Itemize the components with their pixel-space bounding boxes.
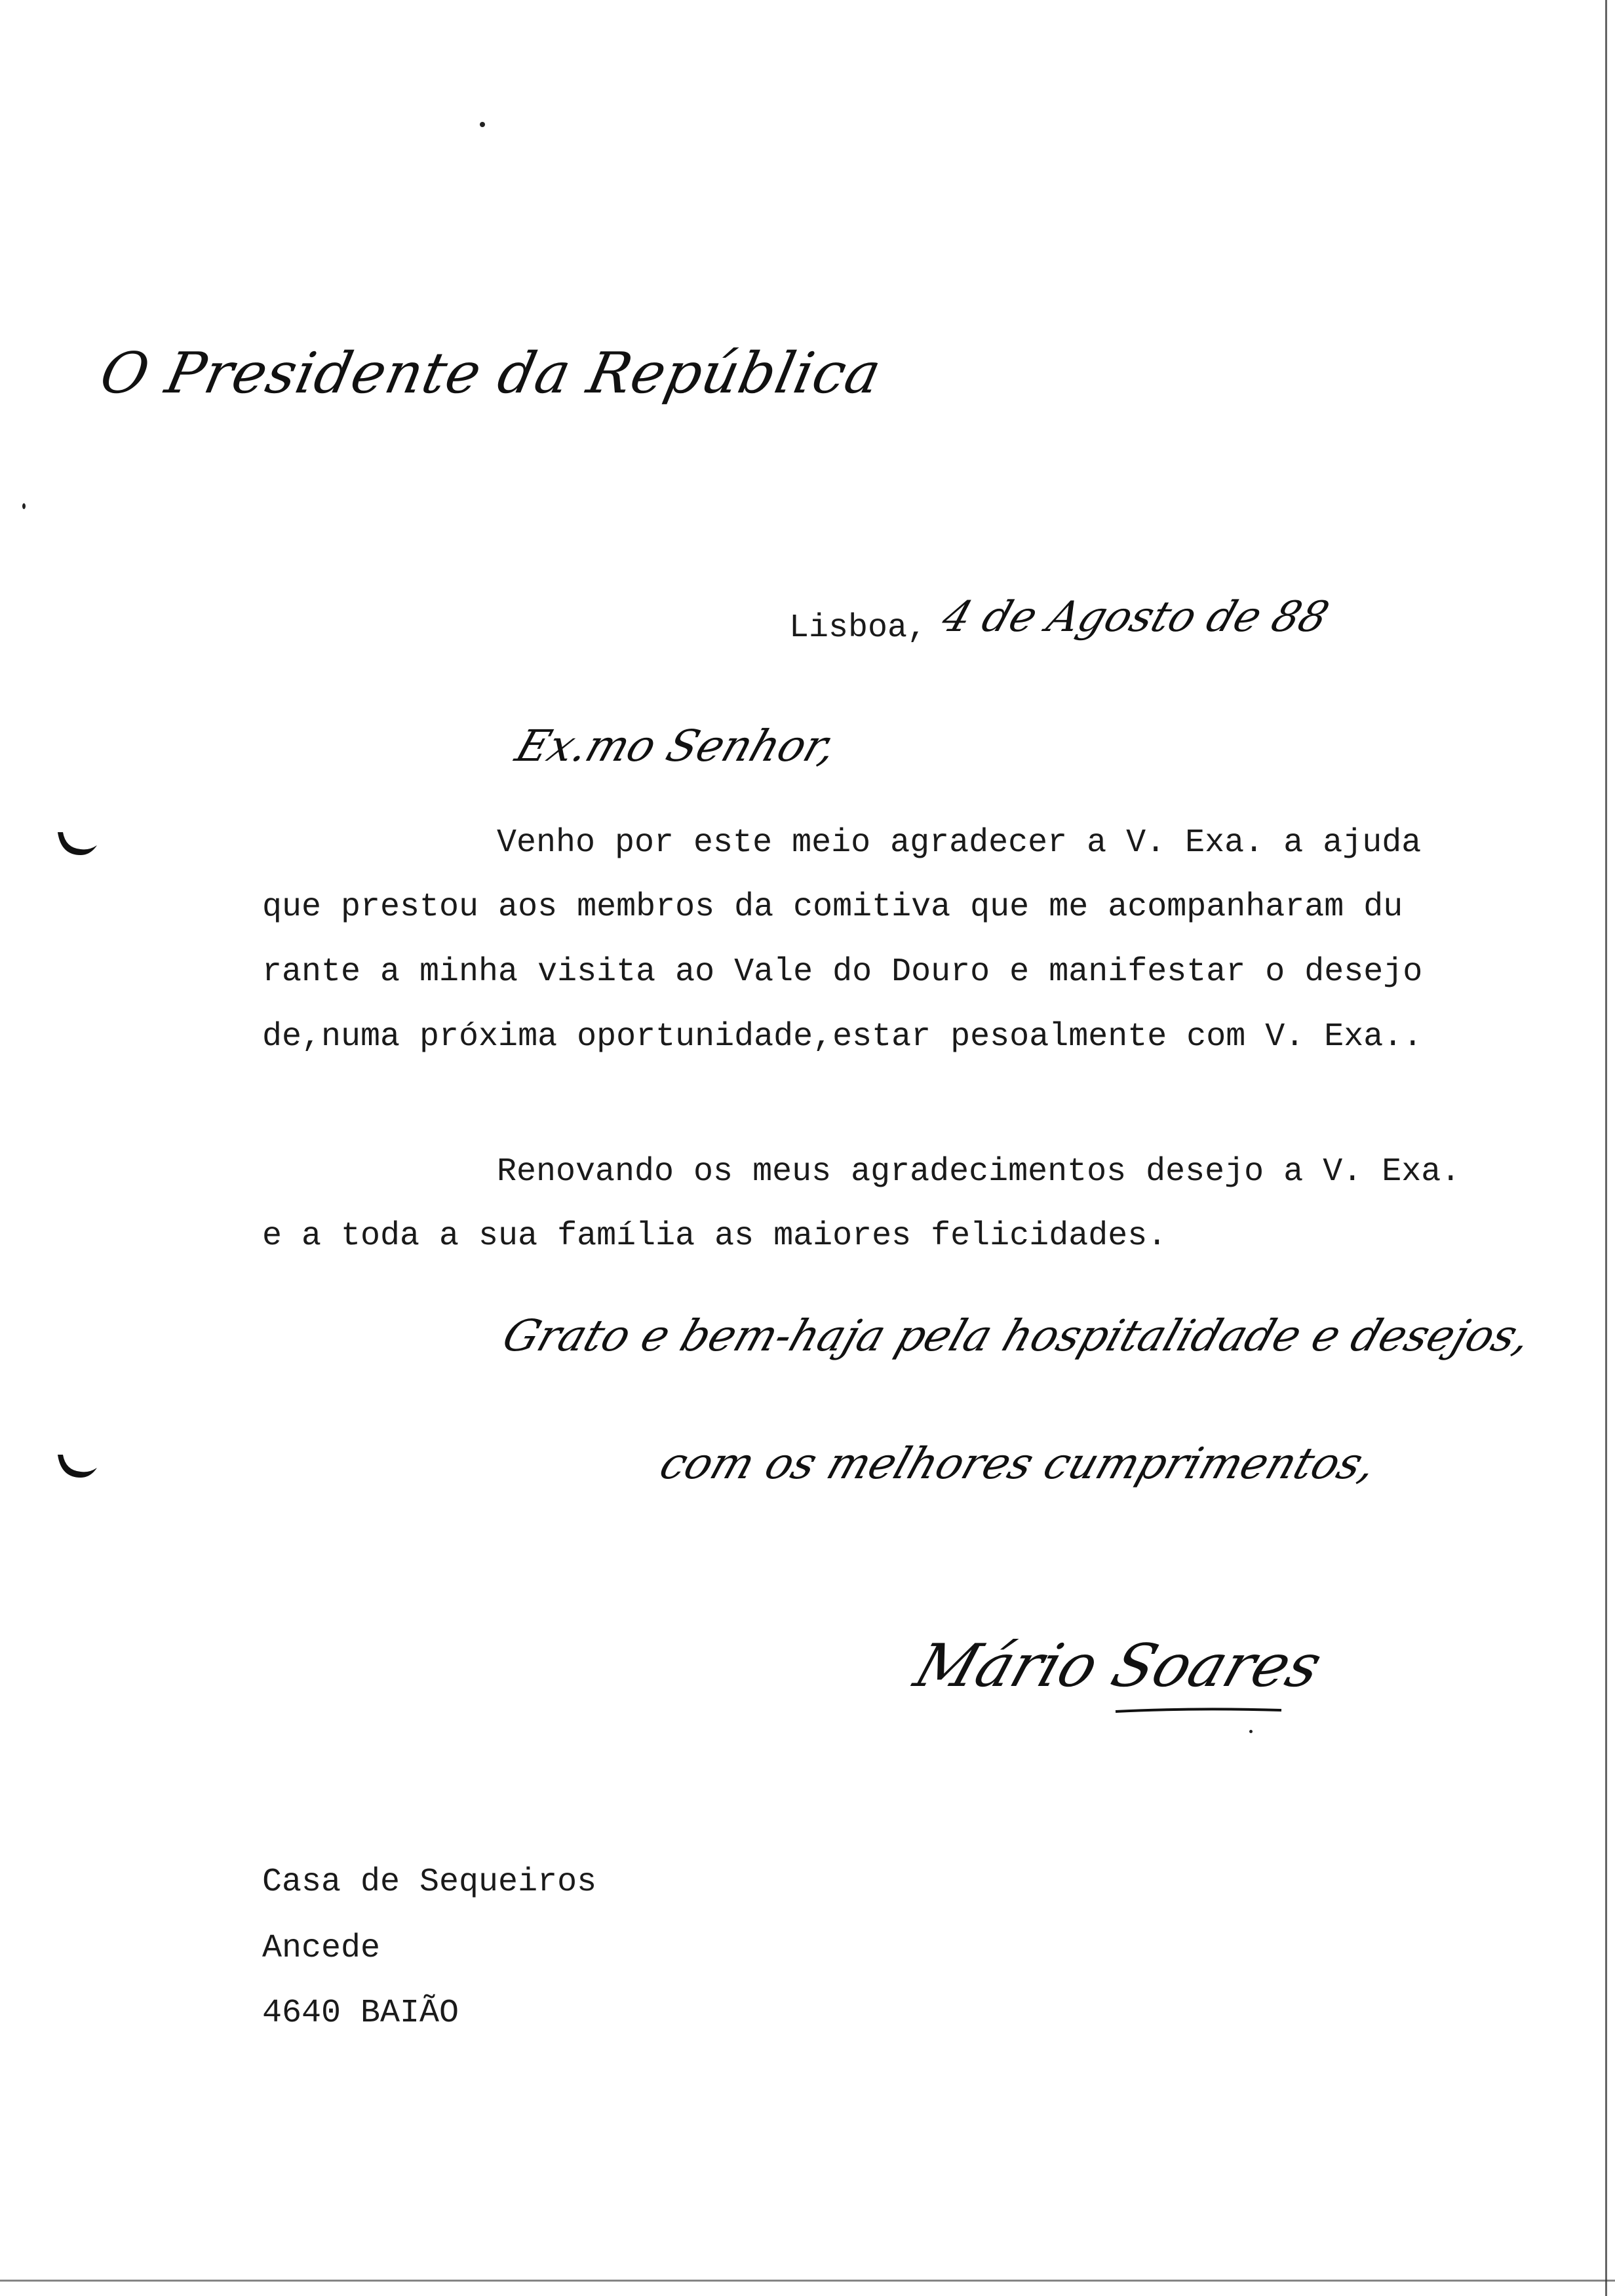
scan-speck (480, 122, 485, 127)
address-line: 4640 BAIÃO (262, 1995, 459, 2032)
page-edge-right (1605, 0, 1607, 2296)
scan-speck (22, 503, 26, 509)
place-label: Lisboa, (789, 609, 927, 647)
punch-hole-icon (51, 1442, 104, 1487)
body-line: que prestou aos membros da comitiva que me acompanharam du (262, 889, 1403, 926)
body-line: Renovando os meus agradecimentos desejo a V. Exa. (497, 1153, 1461, 1191)
signature-underline (1114, 1704, 1285, 1717)
closing-handwritten-line: com os melhores cumprimentos, (653, 1438, 1384, 1489)
body-line: Venho por este meio agradecer a V. Exa. a ajuda (497, 824, 1422, 862)
body-line: de,numa próxima oportunidade,estar pesoalmente com V. Exa.. (262, 1018, 1423, 1056)
salutation-handwritten: Ex.mo Senhor, (509, 721, 844, 771)
signature: Mário Soares (906, 1632, 1331, 1700)
punch-hole-icon (51, 819, 104, 865)
body-line: e a toda a sua família as maiores felicidades. (262, 1217, 1167, 1255)
page-edge-bottom (0, 2280, 1615, 2282)
address-line: Ancede (262, 1930, 381, 1967)
address-line: Casa de Sequeiros (262, 1864, 597, 1901)
body-line: rante a minha visita ao Vale do Douro e manifestar o desejo (262, 953, 1423, 991)
closing-handwritten-line: Grato e bem-haja pela hospitalidade e desejos, (496, 1311, 1538, 1361)
letterhead: O Presidente da República (94, 341, 887, 406)
date-handwritten: 4 de Agosto de 88 (935, 593, 1335, 641)
scan-speck (1249, 1730, 1253, 1733)
